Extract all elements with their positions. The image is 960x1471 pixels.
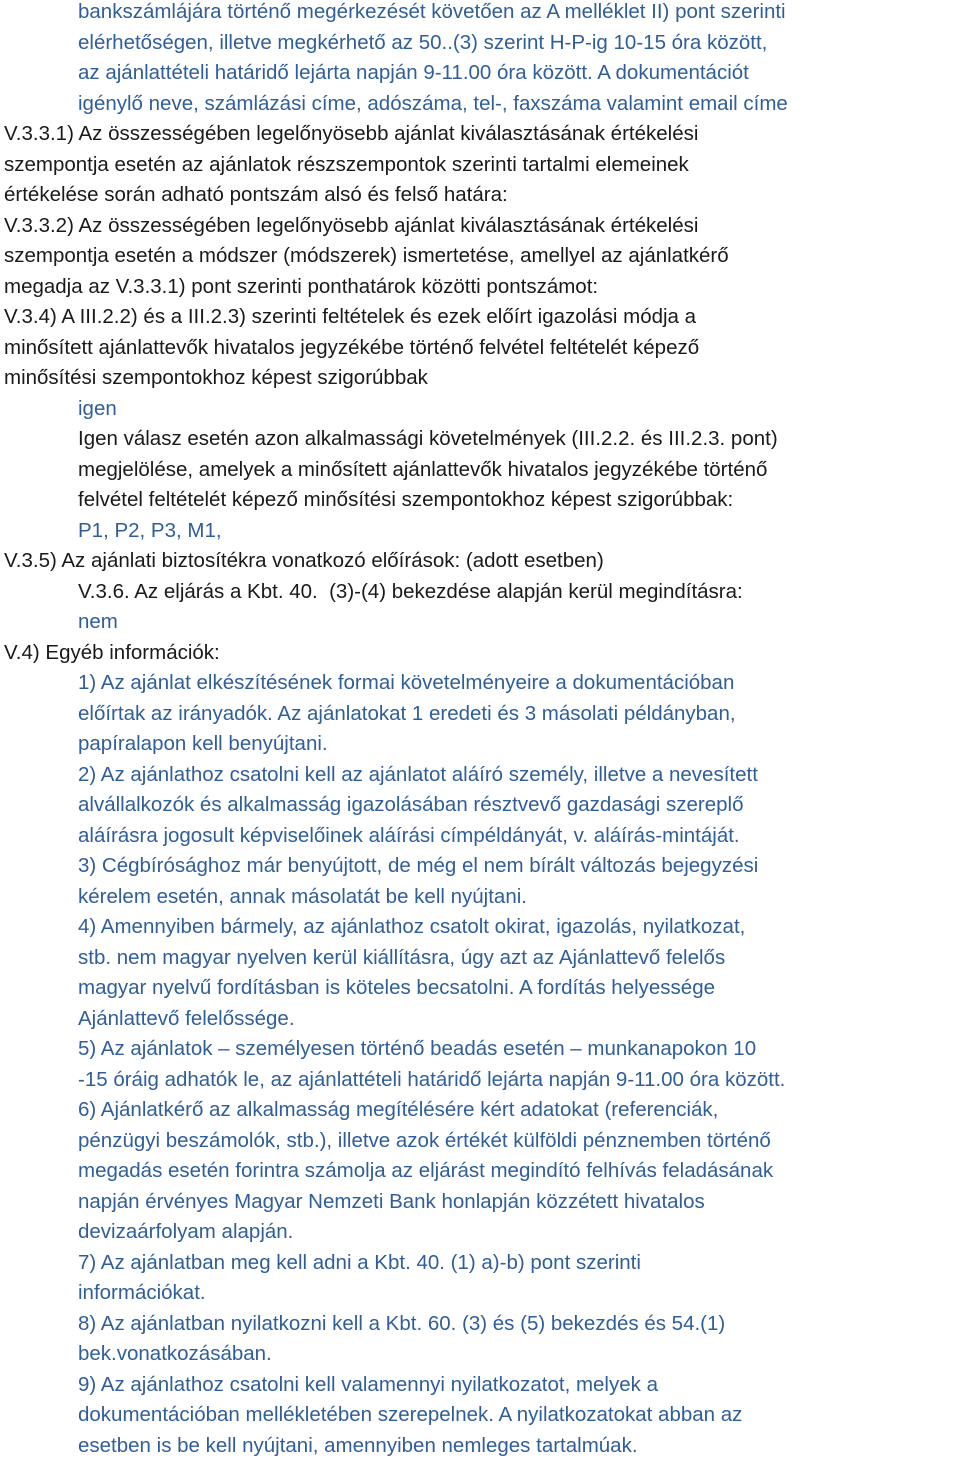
document-text-line: V.4) Egyéb információk: [4,640,220,664]
document-text-line: V.3.5) Az ajánlati biztosítékra vonatkozó előírások: (adott esetben) [4,549,604,572]
document-text-line: elérhetőségen, illetve megkérhető az 50..(3) szerint H-P-ig 10-15 óra között, [78,30,768,54]
document-text-line: információkat. [78,1281,206,1304]
document-text-line: szempontja esetén az ajánlatok részszempontok szerinti tartalmi elemeinek [4,152,689,176]
document-text-line: előírtak az irányadók. Az ajánlatokat 1 eredeti és 3 másolati példányban, [78,701,736,725]
document-text-line: értékelése során adható pontszám alsó és felső határa: [4,183,508,206]
document-text-line: papíralapon kell benyújtani. [78,732,328,755]
document-text-line: esetben is be kell nyújtani, amennyiben nemleges tartalmúak. [78,1433,638,1457]
document-text-line: 1) Az ajánlat elkészítésének formai követelményeire a dokumentációban [78,671,735,694]
document-text-line: stb. nem magyar nyelven kerül kiállításra, úgy azt az Ajánlattevő felelős [78,945,726,969]
document-text-line: igen [78,396,117,420]
document-text-line: devizaárfolyam alapján. [78,1220,294,1243]
document-text-line: minősített ajánlattevők hivatalos jegyzékébe történő felvétel feltételét képező [4,335,700,359]
document-text-line: V.3.4) A III.2.2) és a III.2.3) szerinti feltételek és ezek előírt igazolási módja a [4,305,697,328]
document-text-line: felvétel feltételét képező minősítési szempontokhoz képest szigorúbbak: [78,488,734,511]
document-text-line: -15 óráig adhatók le, az ajánlattételi határidő lejárta napján 9-11.00 óra között. [78,1067,786,1091]
document-text-line: megjelölése, amelyek a minősített ajánlattevők hivatalos jegyzékébe történő [78,457,768,481]
document-text-line: 4) Amennyiben bármely, az ajánlathoz csatolt okirat, igazolás, nyilatkozat, [78,915,746,938]
document-text-line: V.3.6. Az eljárás a Kbt. 40. (3)-(4) bekezdése alapján kerül megindításra: [78,579,743,603]
document-text-line: minősítési szempontokhoz képest szigorúbbak [4,366,428,389]
document-text-line: alvállalkozók és alkalmasság igazolásában résztvevő gazdasági szereplő [78,793,744,816]
document-text-line: az ajánlattételi határidő lejárta napján 9-11.00 óra között. A dokumentációt [78,61,749,84]
document-text-line: napján érvényes Magyar Nemzeti Bank honlapján közzétett hivatalos [78,1189,705,1213]
document-text-line: 2) Az ajánlathoz csatolni kell az ajánlatot aláíró személy, illetve a nevesített [78,762,758,786]
document-text-line: nem [78,610,118,633]
document-text-line: 7) Az ajánlatban meg kell adni a Kbt. 40. (1) a)-b) pont szerinti [78,1250,641,1274]
document-text-line: kérelem esetén, annak másolatát be kell nyújtani. [78,884,527,908]
document-text-line: bankszámlájára történő megérkezését követően az A melléklet II) pont szerinti [78,0,786,23]
document-text-line: dokumentációban mellékletében szerepelnek. A nyilatkozatokat abban az [78,1403,743,1426]
document-text-line: igénylő neve, számlázási címe, adószáma, tel-, faxszáma valamint email címe [78,91,788,115]
document-text-line: szempontja esetén a módszer (módszerek) ismertetése, amellyel az ajánlatkérő [4,244,729,267]
document-text-line: megadás esetén forintra számolja az eljárást megindító felhívás feladásának [78,1159,774,1182]
document-text-line: megadja az V.3.3.1) pont szerinti ponthatárok közötti pontszámot: [4,274,599,298]
document-text-line: 6) Ajánlatkérő az alkalmasság megítélésére kért adatokat (referenciák, [78,1098,719,1121]
document-text-line: pénzügyi beszámolók, stb.), illetve azok értékét külföldi pénznemben történő [78,1128,771,1152]
document-text-line: 5) Az ajánlatok – személyesen történő beadás esetén – munkanapokon 10 [78,1037,757,1060]
document-text-line: V.3.3.2) Az összességében legelőnyösebb ajánlat kiválasztásának értékelési [4,213,699,237]
document-text-line: aláírásra jogosult képviselőinek aláírási címpéldányát, v. aláírás-mintáját. [78,823,740,847]
document-text-line: magyar nyelvű fordításban is köteles becsatolni. A fordítás helyessége [78,976,716,999]
document-text-line: 3) Cégbírósághoz már benyújtott, de még el nem bírált változás bejegyzési [78,854,759,877]
document-text-line: Ajánlattevő felelőssége. [78,1006,295,1030]
document-text-line: Igen válasz esetén azon alkalmassági követelmények (III.2.2. és III.2.3. pont) [78,427,778,450]
document-text-line: 8) Az ajánlatban nyilatkozni kell a Kbt. 60. (3) és (5) bekezdés és 54.(1) [78,1311,726,1335]
document-text-line: V.3.3.1) Az összességében legelőnyösebb ajánlat kiválasztásának értékelési [4,122,699,145]
document-text-line: bek.vonatkozásában. [78,1342,272,1365]
document-text-line: 9) Az ajánlathoz csatolni kell valamennyi nyilatkozatot, melyek a [78,1372,658,1396]
document-text-line: P1, P2, P3, M1, [78,518,222,542]
